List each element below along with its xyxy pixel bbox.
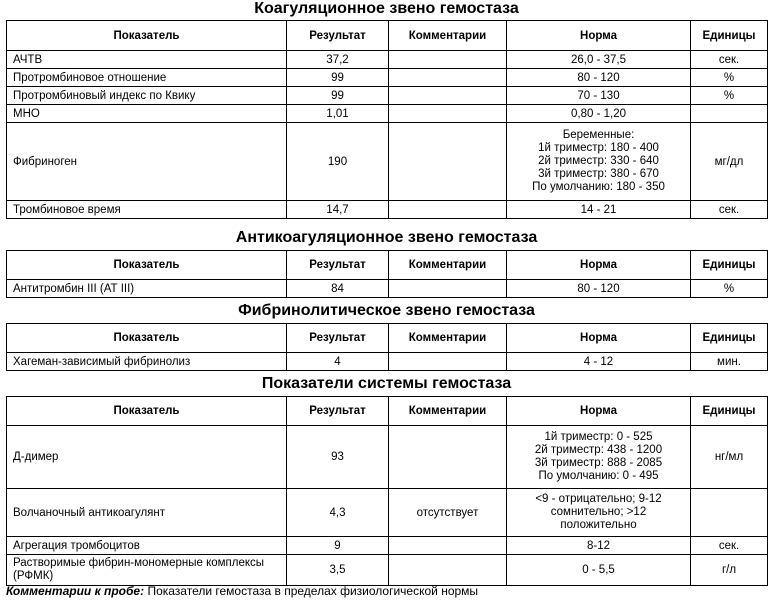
header-norm: Норма (507, 397, 691, 426)
table-row (7, 201, 768, 219)
row-result: 9 (287, 537, 389, 555)
row-result: 4,3 (287, 489, 389, 537)
table-row (7, 51, 768, 69)
row-name: Хагеман-зависимый фибринолиз (7, 353, 287, 371)
row-comment (389, 537, 507, 555)
row-norm: 0,80 - 1,20 (507, 105, 691, 123)
header-row (7, 324, 768, 353)
row-result: 37,2 (287, 51, 389, 69)
norm-line: 2й триместр: 330 - 640 (538, 155, 659, 167)
header-norm: Норма (507, 324, 691, 353)
norm-line: 1й триместр: 0 - 525 (544, 431, 653, 443)
row-comment (389, 87, 507, 105)
row-units: % (691, 69, 768, 87)
row-name: Протромбиновый индекс по Квику (7, 87, 287, 105)
header-result: Результат (287, 324, 389, 353)
row-comment (389, 51, 507, 69)
norm-line: Беременные: (562, 129, 635, 141)
row-units: сек. (691, 51, 768, 69)
row-name: Растворимые фибрин-мономерные комплексы (РФМК) (7, 555, 287, 586)
norm-line: <9 - отрицательно; 9-12 (535, 493, 662, 505)
header-result: Результат (287, 397, 389, 426)
header-norm: Норма (507, 251, 691, 280)
coagulation-table (6, 20, 768, 219)
row-name: Фибриноген (7, 123, 287, 201)
row-norm: 8-12 (507, 537, 691, 555)
row-result: 93 (287, 426, 389, 489)
row-norm: 70 - 130 (507, 87, 691, 105)
sample-comment-label: Комментарии к пробе: (6, 584, 145, 598)
anticoagulation-table (6, 250, 768, 298)
row-norm (507, 123, 691, 201)
norm-line: 3й триместр: 888 - 2085 (534, 457, 663, 469)
header-row (7, 397, 768, 426)
row-name: МНО (7, 105, 287, 123)
header-units: Единицы (691, 21, 768, 51)
table-row (7, 105, 768, 123)
table-row (7, 353, 768, 371)
norm-line: 1й триместр: 180 - 400 (538, 142, 659, 154)
row-comment (389, 105, 507, 123)
row-comment (389, 123, 507, 201)
header-norm: Норма (507, 21, 691, 51)
header-result: Результат (287, 251, 389, 280)
row-comment (389, 69, 507, 87)
norm-line: 3й триместр: 380 - 670 (538, 168, 659, 180)
row-comment (389, 201, 507, 219)
norm-line: положительно (560, 519, 637, 531)
row-norm: 80 - 120 (507, 69, 691, 87)
row-result: 190 (287, 123, 389, 201)
sample-comment (6, 584, 478, 599)
fibrinolytic-table (6, 323, 768, 371)
row-norm: 4 - 12 (507, 353, 691, 371)
row-norm (507, 489, 691, 537)
row-name: Волчаночный антикоагулянт (7, 489, 287, 537)
row-name: АЧТВ (7, 51, 287, 69)
row-units: сек. (691, 201, 768, 219)
header-indicator: Показатель (7, 21, 287, 51)
row-units: % (691, 87, 768, 105)
row-norm: 14 - 21 (507, 201, 691, 219)
table-row (7, 280, 768, 298)
row-norm: 26,0 - 37,5 (507, 51, 691, 69)
header-indicator: Показатель (7, 324, 287, 353)
header-units: Единицы (691, 251, 768, 280)
row-name: Антитромбин III (АТ III) (7, 280, 287, 298)
section-title-coagulation: Коагуляционное звено гемостаза (254, 0, 519, 17)
row-comment (389, 280, 507, 298)
row-result: 99 (287, 69, 389, 87)
row-units: мин. (691, 353, 768, 371)
row-name: Агрегация тромбоцитов (7, 537, 287, 555)
header-row (7, 251, 768, 280)
row-result: 1,01 (287, 105, 389, 123)
header-comments: Комментарии (389, 397, 507, 426)
row-norm: 80 - 120 (507, 280, 691, 298)
row-units (691, 105, 768, 123)
section-title-fibrinolytic: Фибринолитическое звено гемостаза (238, 302, 535, 319)
section-title-anticoagulation: Антикоагуляционное звено гемостаза (235, 229, 538, 246)
table-row (7, 426, 768, 489)
norm-line: По умолчанию: 180 - 350 (532, 181, 665, 193)
header-units: Единицы (691, 397, 768, 426)
row-units: % (691, 280, 768, 298)
header-result: Результат (287, 21, 389, 51)
table-row (7, 69, 768, 87)
row-comment (389, 555, 507, 586)
row-comment (389, 426, 507, 489)
row-name: Протромбиновое отношение (7, 69, 287, 87)
row-result: 14,7 (287, 201, 389, 219)
sample-comment-text: Показатели гемостаза в пределах физиологической нормы (147, 584, 479, 598)
header-comments: Комментарии (389, 324, 507, 353)
section-title-hemostasis-system: Показатели системы гемостаза (261, 375, 512, 392)
row-units: нг/мл (691, 426, 768, 489)
table-row (7, 87, 768, 105)
header-comments: Комментарии (389, 21, 507, 51)
header-indicator: Показатель (7, 397, 287, 426)
hemostasis-system-table (6, 396, 768, 586)
header-comments: Комментарии (389, 251, 507, 280)
norm-line: сомнительно; >12 (550, 506, 647, 518)
row-norm: 0 - 5,5 (507, 555, 691, 586)
row-units (691, 489, 768, 537)
table-row (7, 537, 768, 555)
row-comment (389, 353, 507, 371)
row-comment: отсутствует (389, 489, 507, 537)
header-row (7, 21, 768, 51)
row-units: г/л (691, 555, 768, 586)
norm-line: 2й триместр: 438 - 1200 (534, 444, 663, 456)
table-row (7, 555, 768, 586)
row-name: Тромбиновое время (7, 201, 287, 219)
row-name: Д-димер (7, 426, 287, 489)
table-row (7, 489, 768, 537)
row-units: сек. (691, 537, 768, 555)
table-row (7, 123, 768, 201)
row-result: 84 (287, 280, 389, 298)
header-indicator: Показатель (7, 251, 287, 280)
row-result: 4 (287, 353, 389, 371)
row-result: 3,5 (287, 555, 389, 586)
row-units: мг/дл (691, 123, 768, 201)
row-norm (507, 426, 691, 489)
norm-line: По умолчанию: 0 - 495 (538, 470, 659, 482)
header-units: Единицы (691, 324, 768, 353)
row-result: 99 (287, 87, 389, 105)
